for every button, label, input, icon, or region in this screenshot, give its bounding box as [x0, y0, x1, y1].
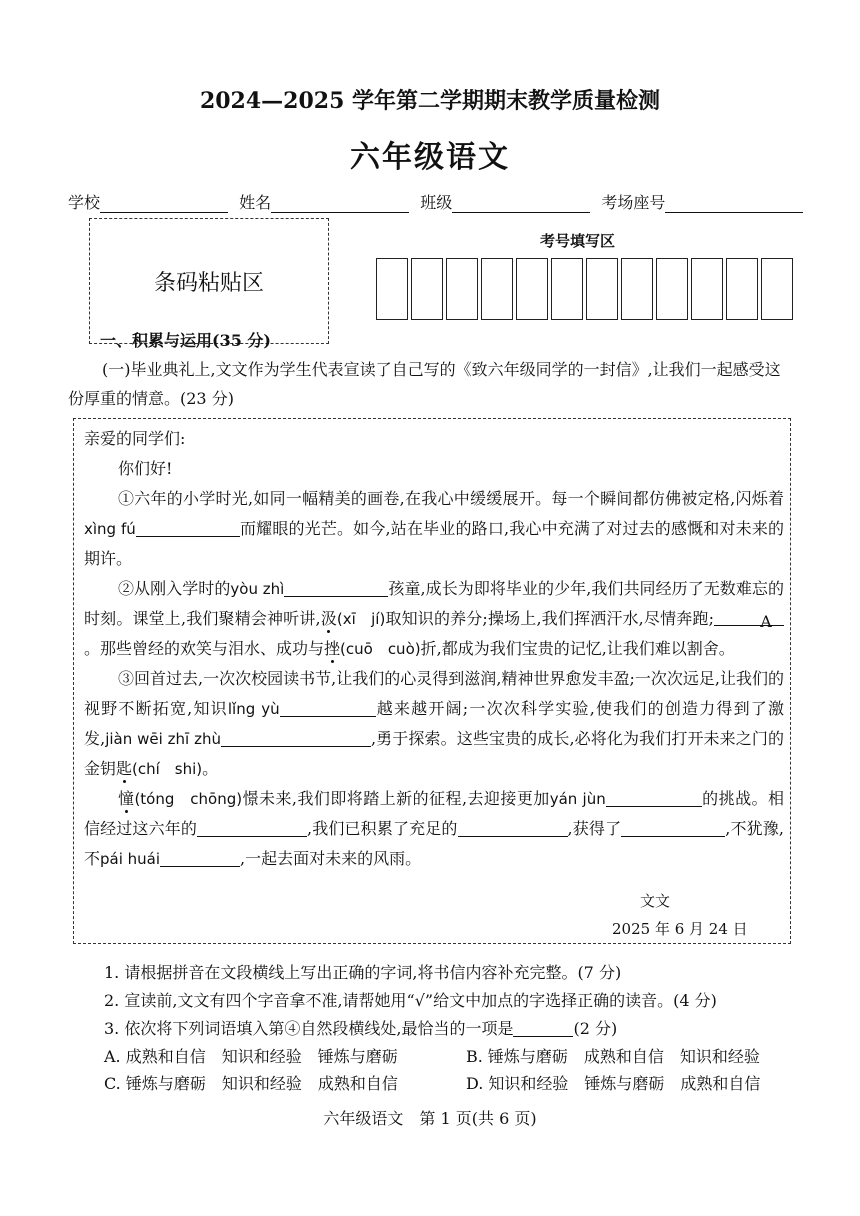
answer-blank-a[interactable]: A — [714, 607, 784, 626]
letter-date: 2025 年 6 月 24 日 — [612, 920, 748, 938]
answer-blank[interactable] — [621, 818, 725, 837]
name-field[interactable] — [271, 196, 409, 213]
digit-box[interactable] — [726, 258, 758, 320]
pinyin-choice[interactable]: (cuō cuò) — [340, 640, 421, 658]
answer-blank[interactable] — [606, 788, 702, 807]
part-intro: (一)毕业典礼上,文文作为学生代表宣读了自己写的《致六年级同学的一封信》,让我们一起感受这份厚重的情意。(23 分) — [68, 360, 781, 408]
letter-greeting: 你们好! — [118, 459, 173, 478]
exam-number-boxes[interactable] — [376, 258, 796, 320]
school-field[interactable] — [100, 196, 228, 213]
pinyin-choice[interactable]: (xī jí) — [336, 610, 386, 628]
answer-blank[interactable] — [284, 578, 388, 597]
page-footer: 六年级语文 第 1 页(共 6 页) — [323, 1109, 537, 1128]
digit-box[interactable] — [551, 258, 583, 320]
pinyin-choice[interactable]: (tóng chōng) — [134, 790, 243, 808]
pinyin-choice[interactable]: (chí shi) — [132, 760, 203, 778]
school-label: 学校 — [68, 193, 101, 212]
barcode-area — [89, 218, 329, 344]
name-label: 姓名 — [239, 193, 272, 212]
letter-body — [84, 424, 784, 874]
answer-blank[interactable] — [458, 818, 568, 837]
question-3: 3. 依次将下列词语填入第④自然段横线处,最恰当的一项是 (2 分) — [104, 1019, 618, 1038]
barcode-label: 条码粘贴区 — [153, 270, 264, 296]
answer-blank[interactable] — [160, 848, 240, 867]
answer-blank[interactable] — [513, 1018, 573, 1037]
letter-paragraph-4: 憧(tóng chōng)憬未来,我们即将踏上新的征程,去迎接更加yán jùn 的挑战。相信经过这六年的 ,我们已积累了充足的 ,获得了 ,不犹豫,不pái huái ,一起去面对未来的风雨。 — [84, 789, 784, 868]
exam-title: 2024—2025 学年第二学期期末教学质量检测 — [199, 88, 661, 114]
digit-box[interactable] — [481, 258, 513, 320]
digit-box[interactable] — [516, 258, 548, 320]
option-b[interactable]: B. 锤炼与磨砺 成熟和自信 知识和经验 — [466, 1047, 760, 1066]
letter-paragraph-2: ②从刚入学时的yòu zhì 孩童,成长为即将毕业的少年,我们共同经历了无数难忘的时刻。课堂上,我们聚精会神听讲,汲(xī jí)取知识的养分;操场上,我们挥洒汗水,尽情奔跑; A。那些曾经的欢笑与泪水、成功与挫(cuō cuò)折,都成为我们宝贵的记忆,让我们难以割舍。 — [84, 579, 784, 658]
answer-blank[interactable] — [136, 518, 240, 537]
letter-paragraph-1: ①六年的小学时光,如同一幅精美的画卷,在我心中缓缓展开。每一个瞬间都仿佛被定格,闪烁着xìng fú 而耀眼的光芒。如今,站在毕业的路口,我心中充满了对过去的感慨和对未来的期许。 — [84, 489, 784, 568]
letter-paragraph-3: ③回首过去,一次次校园读书节,让我们的心灵得到滋润,精神世界愈发丰盈;一次次远足,让我们的视野不断拓宽,知识lǐng yù 越来越开阔;一次次科学实验,使我们的创造力得到了激发,jiàn wēi zhī zhù ,勇于探索。这些宝贵的成长,必将化为我们打开未来之门的金钥匙(chí shi)。 — [84, 669, 785, 778]
digit-box[interactable] — [446, 258, 478, 320]
digit-box[interactable] — [691, 258, 723, 320]
digit-box[interactable] — [621, 258, 653, 320]
letter-signature: 文文 — [640, 892, 671, 910]
exam-number-label: 考号填写区 — [540, 232, 616, 250]
student-info-row — [68, 190, 803, 213]
option-d[interactable]: D. 知识和经验 锤炼与磨砺 成熟和自信 — [466, 1074, 761, 1093]
class-label: 班级 — [420, 193, 453, 212]
subject-title: 六年级语文 — [350, 140, 510, 175]
class-field[interactable] — [452, 196, 590, 213]
digit-box[interactable] — [376, 258, 408, 320]
seat-field[interactable] — [665, 196, 803, 213]
section-heading: 一、积累与运用(35 分) — [100, 331, 271, 350]
digit-box[interactable] — [411, 258, 443, 320]
seat-label: 考场座号 — [601, 193, 666, 212]
option-c[interactable]: C. 锤炼与磨砺 知识和经验 成熟和自信 — [104, 1074, 398, 1093]
answer-blank[interactable] — [197, 818, 307, 837]
answer-blank[interactable] — [221, 728, 371, 747]
option-a[interactable]: A. 成熟和自信 知识和经验 锤炼与磨砺 — [104, 1047, 398, 1066]
digit-box[interactable] — [586, 258, 618, 320]
question-1: 1. 请根据拼音在文段横线上写出正确的字词,将书信内容补充完整。(7 分) — [104, 963, 622, 982]
question-2: 2. 宣读前,文文有四个字音拿不准,请帮她用“√”给文中加点的字选择正确的读音。(4 分) — [104, 991, 717, 1010]
answer-blank[interactable] — [280, 698, 376, 717]
digit-box[interactable] — [656, 258, 688, 320]
digit-box[interactable] — [761, 258, 793, 320]
letter-salutation: 亲爱的同学们: — [84, 429, 186, 448]
